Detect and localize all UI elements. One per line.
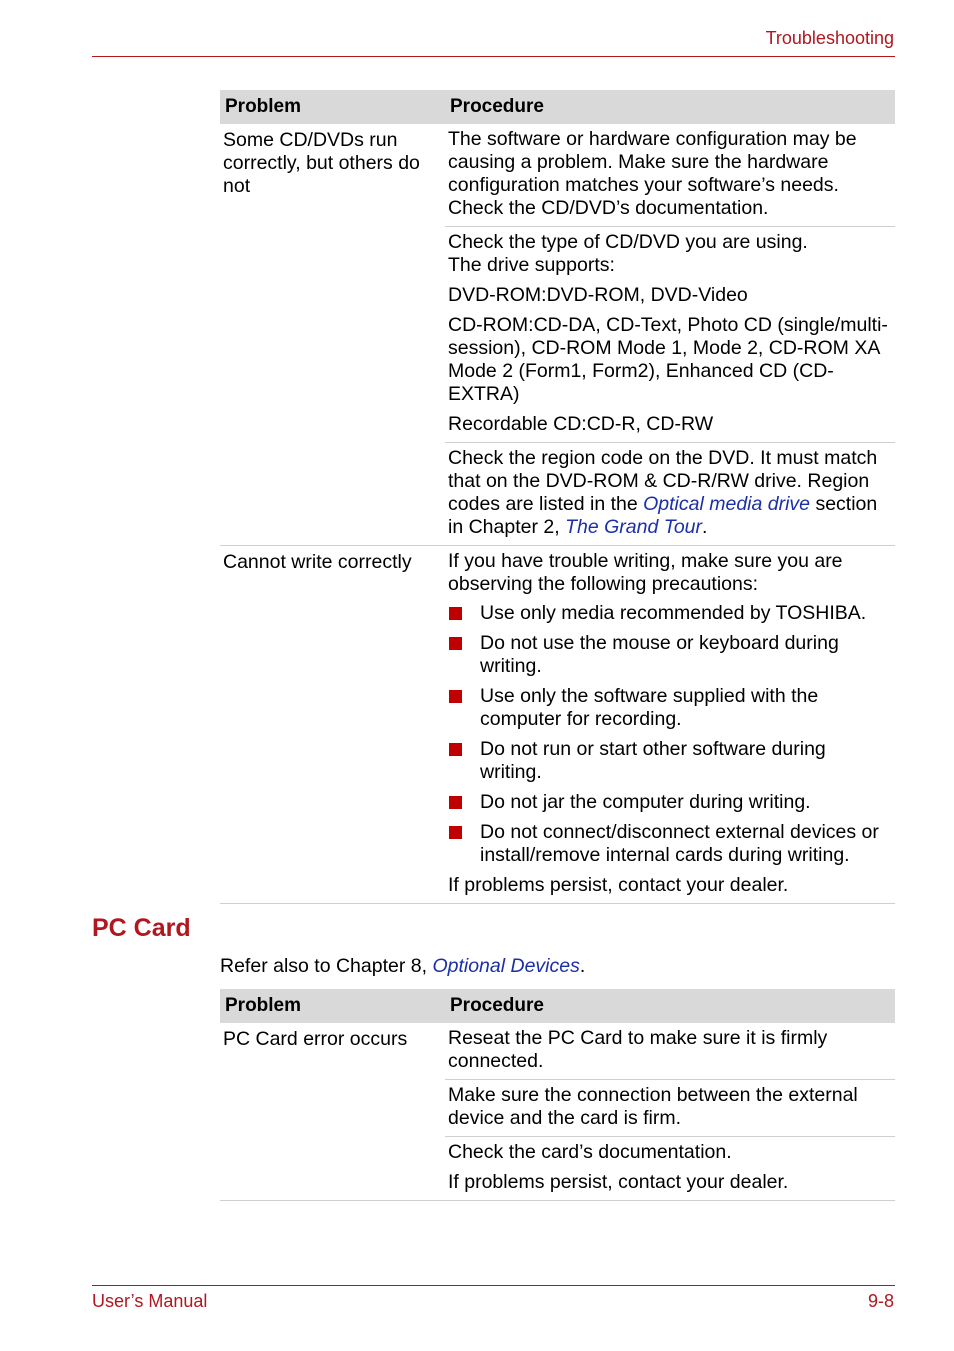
supported-recordable: Recordable CD:CD-R, CD-RW — [448, 413, 714, 435]
table-row — [220, 546, 895, 904]
troubleshooting-table-pccard — [220, 989, 895, 1201]
supported-cdrom: CD-ROM:CD-DA, CD-Text, Photo CD (single/multi-session), CD-ROM Mode 1, Mode 2, CD-ROM XA Mode 2 (Form1, Form2), Enhanced CD (CD-EXTRA) — [448, 314, 888, 405]
procedure-cell — [445, 124, 895, 227]
procedure-cell — [445, 1137, 895, 1200]
footer-rule — [92, 1285, 895, 1286]
table-header — [220, 90, 895, 124]
procedure-cell — [445, 1080, 895, 1137]
refer-pre: Refer also to Chapter 8, — [220, 955, 433, 977]
problem-cell: Cannot write correctly — [223, 551, 412, 573]
procedure-text: Check the card’s documentation. — [448, 1141, 732, 1163]
procedure-cell — [445, 227, 895, 443]
procedure-text: Make sure the connection between the external device and the card is firm. — [448, 1084, 858, 1129]
procedure-text: If problems persist, contact your dealer. — [448, 1171, 789, 1193]
procedure-cell — [445, 1023, 895, 1080]
troubleshooting-table-cd — [220, 90, 895, 904]
col-problem: Problem — [225, 995, 302, 1016]
list-item: Use only the software supplied with the computer for recording. — [448, 685, 892, 731]
col-procedure: Procedure — [450, 995, 544, 1016]
precaution-list — [448, 602, 892, 867]
list-item: Use only media recommended by TOSHIBA. — [448, 602, 892, 625]
procedure-text: Reseat the PC Card to make sure it is firmly connected. — [448, 1027, 828, 1072]
page-number: 9-8 — [867, 1291, 894, 1311]
section-title: PC Card — [92, 914, 191, 942]
header-rule — [92, 56, 895, 57]
procedure-text: section in Chapter 2, — [448, 493, 878, 538]
optional-devices-link[interactable]: Optional Devices — [432, 955, 580, 977]
table-row — [220, 1023, 895, 1201]
list-item: Do not jar the computer during writing. — [448, 791, 892, 814]
procedure-cell — [445, 546, 895, 903]
procedure-cell — [445, 443, 895, 545]
optical-media-drive-link[interactable]: Optical media drive — [643, 493, 811, 515]
refer-text — [220, 955, 585, 978]
problem-cell: PC Card error occurs — [223, 1028, 408, 1050]
problem-cell: Some CD/DVDs run correctly, but others do not — [223, 129, 420, 197]
table-row — [220, 124, 895, 546]
running-header: Troubleshooting — [765, 28, 894, 48]
col-problem: Problem — [225, 96, 302, 117]
list-item: Do not connect/disconnect external devices or install/remove internal cards during writing. — [448, 821, 892, 867]
supported-dvdrom: DVD-ROM:DVD-ROM, DVD-Video — [448, 284, 748, 306]
refer-post: . — [579, 955, 586, 977]
procedure-text: Check the type of CD/DVD you are using. — [448, 231, 808, 253]
procedure-text: The software or hardware configuration may be causing a problem. Make sure the hardware configuration matches your software’s needs. Check the CD/DVD’s documentation. — [448, 128, 857, 219]
list-item: Do not run or start other software during writing. — [448, 738, 892, 784]
procedure-text: Check the region code on the DVD. It must match that on the DVD-ROM & CD-R/RW drive. Region codes are listed in the — [448, 447, 878, 515]
table-header — [220, 989, 895, 1023]
col-procedure: Procedure — [450, 96, 544, 117]
procedure-text: The drive supports: — [448, 254, 615, 276]
list-item: Do not use the mouse or keyboard during writing. — [448, 632, 892, 678]
footer-manual-title: User’s Manual — [92, 1291, 208, 1311]
grand-tour-link[interactable]: The Grand Tour — [565, 516, 703, 538]
procedure-intro: If you have trouble writing, make sure you are observing the following precautions: — [448, 550, 843, 595]
procedure-outro: If problems persist, contact your dealer. — [448, 874, 789, 896]
procedure-text: . — [702, 516, 708, 538]
